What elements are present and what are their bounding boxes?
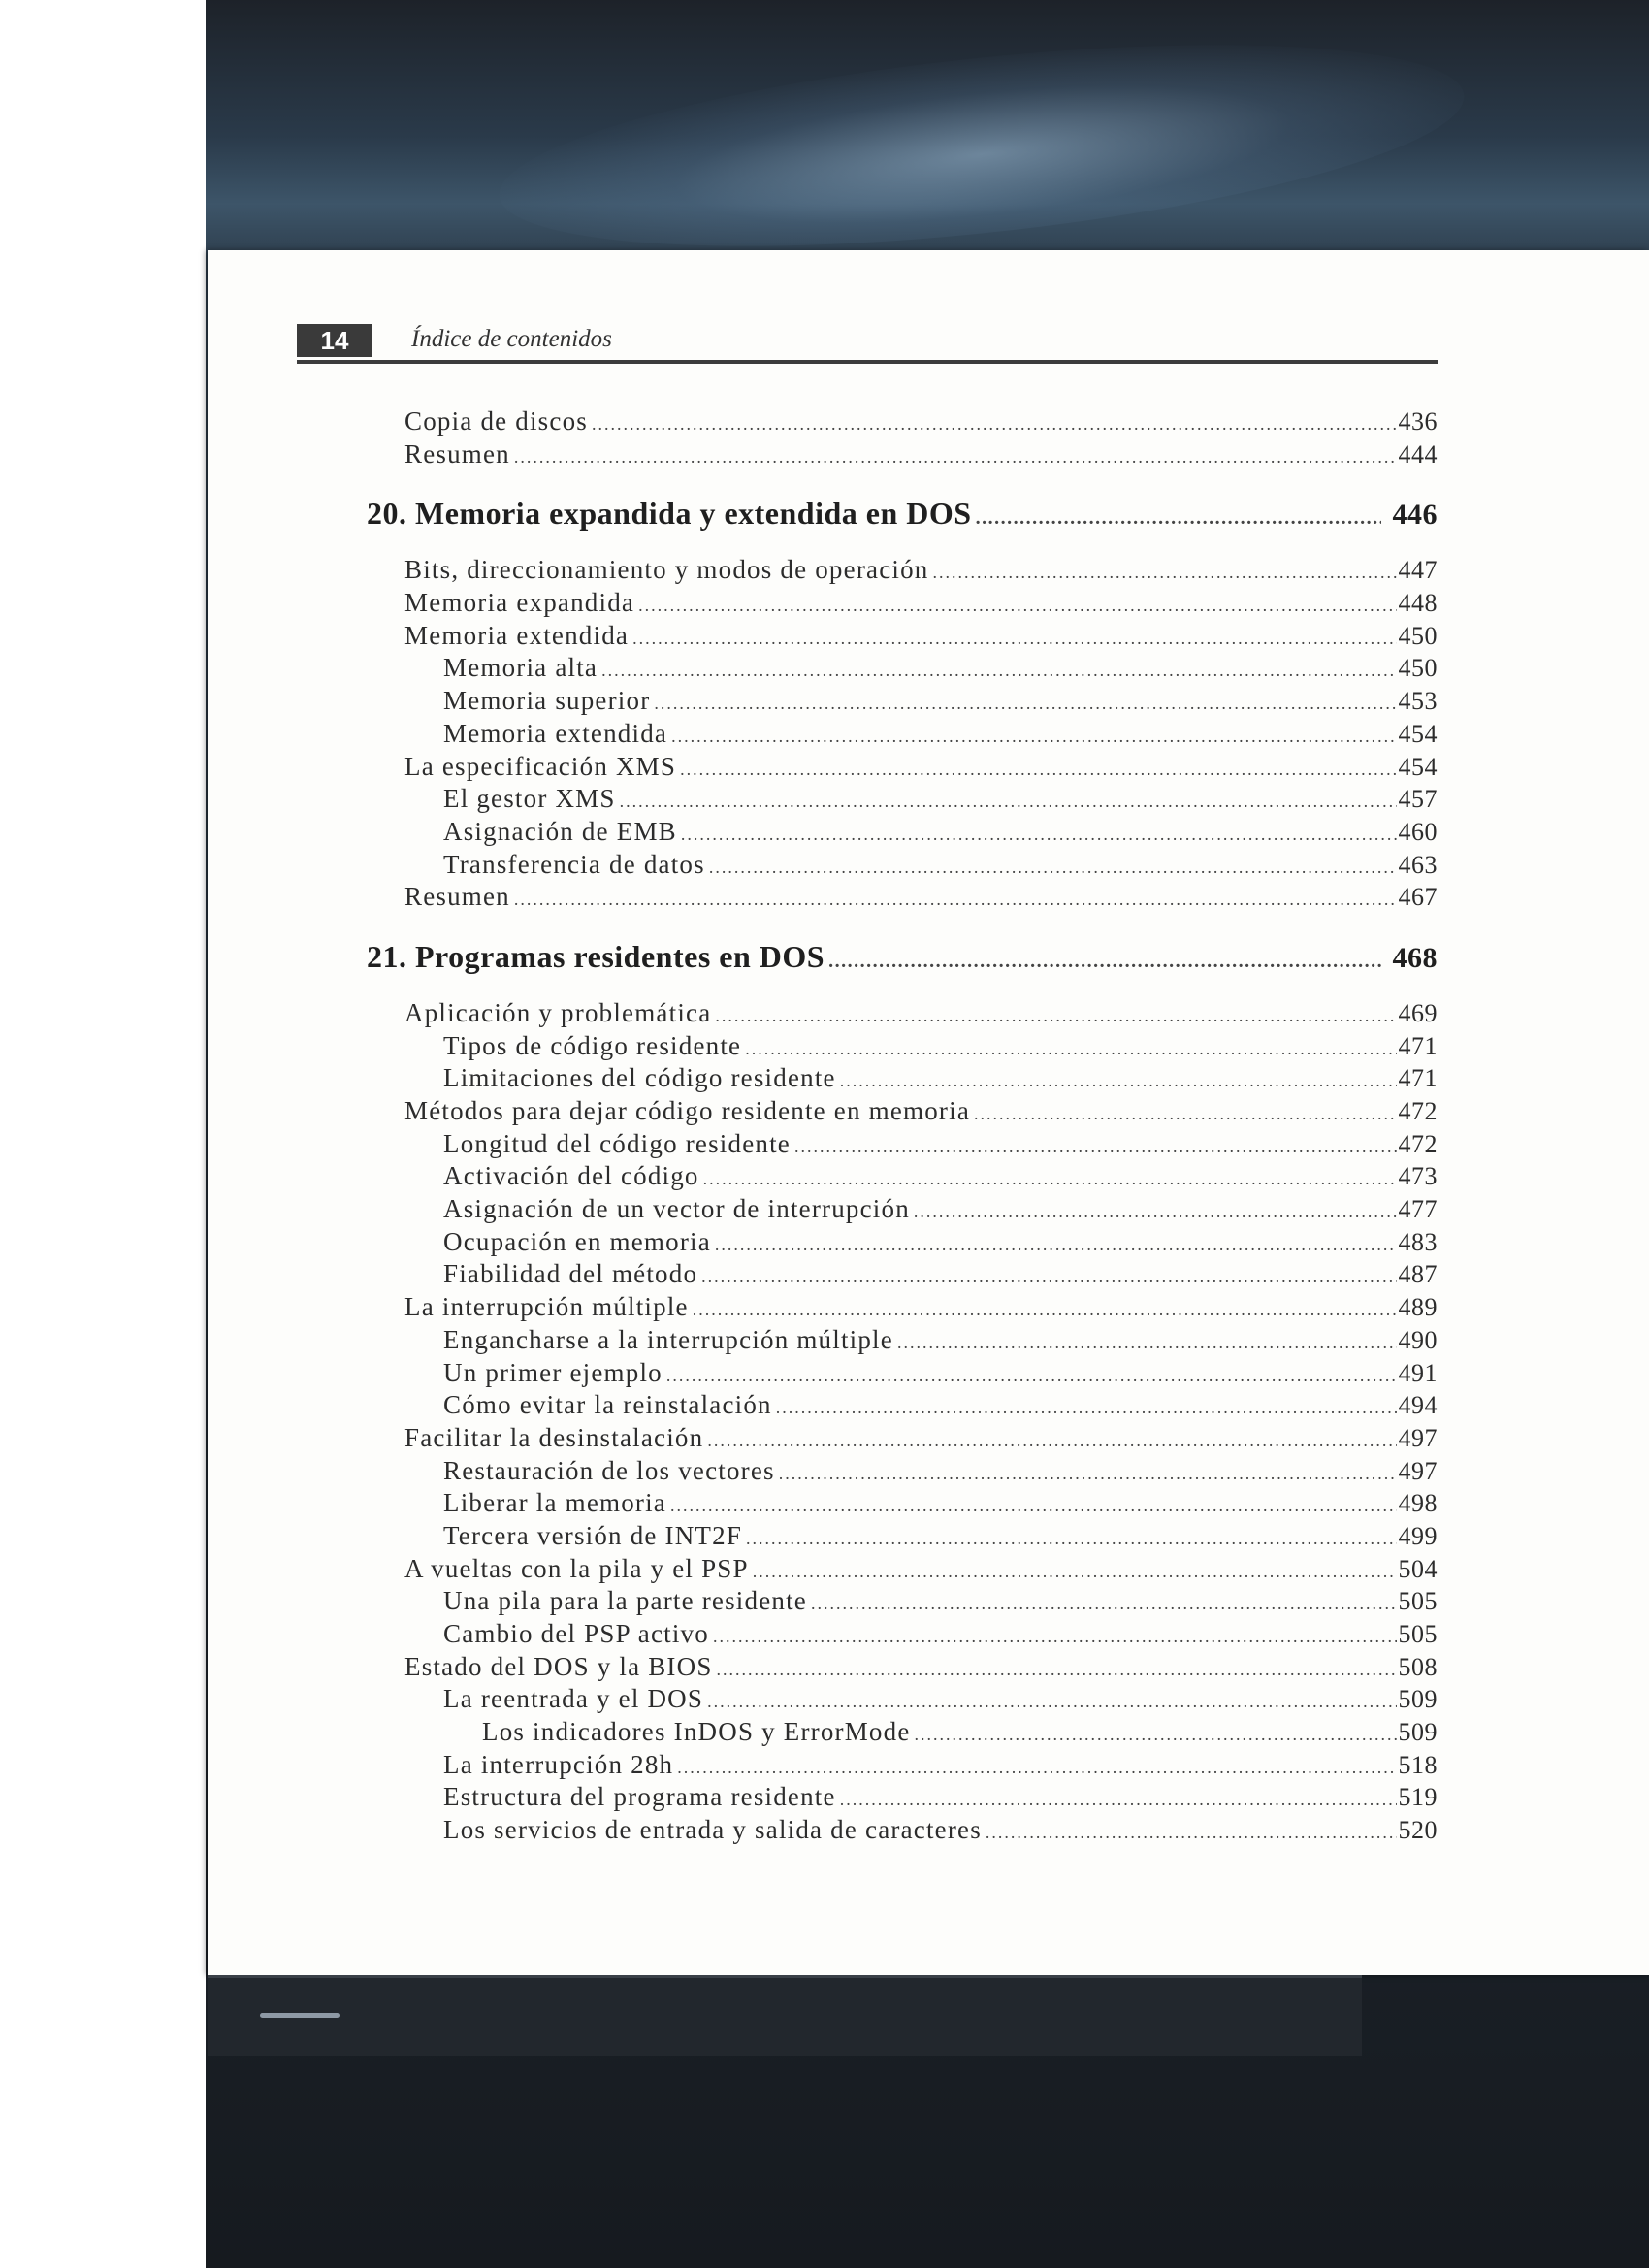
toc-entry-page: 489	[1398, 1293, 1438, 1322]
toc-entry-page: 490	[1398, 1325, 1438, 1354]
dot-leader	[707, 1686, 1396, 1719]
toc-entry	[359, 554, 1438, 587]
toc-entry	[359, 783, 1438, 816]
dot-leader	[915, 1719, 1397, 1752]
toc-entry	[359, 652, 1438, 685]
toc-entry-page: 446	[1392, 499, 1438, 532]
toc-entry-title: Aplicación y problemática	[404, 997, 712, 1027]
dot-leader	[707, 1425, 1396, 1458]
toc-entry-page: 504	[1398, 1554, 1438, 1583]
dot-leader	[794, 1131, 1397, 1164]
dot-leader	[976, 499, 1381, 537]
toc-entry-title: El gestor XMS	[443, 784, 616, 814]
dot-leader	[514, 884, 1397, 917]
toc-entry-title: La interrupción 28h	[443, 1749, 674, 1779]
running-title: Índice de contenidos	[411, 326, 612, 352]
toc-entry-page: 518	[1398, 1750, 1438, 1779]
toc-entry	[359, 1683, 1438, 1716]
toc-entry-page: 508	[1398, 1652, 1438, 1681]
toc-entry-page: 471	[1398, 1031, 1438, 1060]
toc-entry-title: Cambio del PSP activo	[443, 1619, 709, 1648]
dot-leader	[713, 1621, 1397, 1654]
toc-entry-title: Resumen	[404, 438, 510, 469]
dot-leader	[986, 1817, 1397, 1850]
toc-entry-title: Cómo evitar la reinstalación	[443, 1390, 772, 1420]
toc-entry-title: Asignación de un vector de interrupción	[443, 1194, 910, 1224]
dot-leader	[666, 1360, 1397, 1393]
toc-entry	[359, 685, 1438, 718]
toc-entry	[359, 438, 1438, 471]
toc-entry-page: 467	[1398, 883, 1438, 912]
dot-leader	[717, 1654, 1397, 1687]
toc-entry-page: 520	[1398, 1816, 1438, 1845]
toc-entry	[359, 1781, 1438, 1814]
toc-entry-page: 457	[1398, 785, 1438, 814]
dot-leader	[779, 1458, 1397, 1491]
toc-entry	[359, 881, 1438, 914]
toc-entry	[359, 718, 1438, 751]
dot-leader	[897, 1327, 1397, 1360]
toc-entry-page: 454	[1398, 752, 1438, 781]
toc-entry-page: 472	[1398, 1097, 1438, 1125]
toc-entry-title: Facilitar la desinstalación	[404, 1422, 704, 1452]
toc-entry	[359, 587, 1438, 620]
toc-entry-title: Métodos para dejar código residente en memoria	[404, 1096, 971, 1125]
toc-entry-title: La reentrada y el DOS	[443, 1684, 704, 1714]
toc-entry-page: 468	[1392, 941, 1438, 974]
toc-entry	[359, 1193, 1438, 1226]
toc-entry-page: 454	[1398, 719, 1438, 748]
toc-entry-title: Bits, direccionamiento y modos de operación	[404, 555, 929, 585]
toc-entry-page: 463	[1398, 850, 1438, 879]
toc-entry-title: Memoria extendida	[404, 620, 630, 650]
header-rule	[297, 360, 1438, 364]
toc-entry-title: Memoria expandida	[404, 588, 635, 618]
toc-entry-page: 450	[1398, 654, 1438, 683]
dot-leader	[753, 1556, 1397, 1589]
dot-leader	[701, 1261, 1396, 1294]
toc-entry-title: 21. Programas residentes en DOS	[367, 938, 825, 974]
dot-leader	[680, 754, 1396, 787]
toc-entry	[359, 1422, 1438, 1455]
dot-leader	[974, 1098, 1396, 1131]
toc-entry	[359, 1585, 1438, 1618]
toc-entry-title: A vueltas con la pila y el PSP	[404, 1553, 749, 1583]
toc-entry	[359, 1389, 1438, 1422]
dot-leader	[709, 852, 1397, 885]
toc-entry-page: 477	[1398, 1195, 1438, 1224]
dot-leader	[654, 688, 1396, 721]
toc-entry-page: 447	[1398, 556, 1438, 585]
dot-leader	[671, 721, 1396, 754]
toc-entry	[359, 1030, 1438, 1063]
toc-entry-title: Memoria alta	[443, 653, 598, 683]
dot-leader	[840, 1784, 1397, 1817]
toc-entry-title: Liberar la memoria	[443, 1488, 666, 1518]
toc-entry-title: Asignación de EMB	[443, 816, 677, 846]
dot-leader	[776, 1392, 1397, 1425]
toc-entry-page: 460	[1398, 817, 1438, 846]
toc-entry	[359, 1357, 1438, 1390]
toc-entry-page: 505	[1398, 1620, 1438, 1648]
toc-entry-title: Copia de discos	[404, 406, 588, 436]
book-bottom-edge	[208, 1975, 1362, 2056]
dot-leader	[677, 1752, 1396, 1785]
toc-entry-title: Los indicadores InDOS y ErrorMode	[482, 1717, 911, 1747]
toc-entry-title: Transferencia de datos	[443, 849, 705, 879]
toc-entry-page: 450	[1398, 621, 1438, 650]
toc-entry-title: Fiabilidad del método	[443, 1259, 698, 1289]
table-of-contents	[359, 405, 1438, 1847]
toc-entry-title: Estructura del programa residente	[443, 1782, 836, 1812]
toc-entry	[359, 1814, 1438, 1847]
toc-entry-title: 20. Memoria expandida y extendida en DOS	[367, 496, 972, 532]
dot-leader	[745, 1033, 1396, 1066]
toc-entry-page: 491	[1398, 1358, 1438, 1387]
toc-entry	[359, 816, 1438, 849]
cover-glare	[490, 8, 1472, 283]
toc-entry	[359, 1062, 1438, 1095]
dot-leader	[703, 1163, 1397, 1196]
toc-entry-title: Estado del DOS y la BIOS	[404, 1651, 713, 1681]
dot-leader	[514, 441, 1397, 474]
toc-entry	[359, 1520, 1438, 1553]
toc-entry-title: Ocupación en memoria	[443, 1226, 711, 1256]
toc-entry-page: 471	[1398, 1064, 1438, 1093]
dot-leader	[840, 1065, 1397, 1098]
toc-entry-page: 473	[1398, 1162, 1438, 1191]
dot-leader	[811, 1588, 1397, 1621]
dot-leader	[715, 1229, 1397, 1262]
toc-entry-page: 494	[1398, 1391, 1438, 1420]
dot-leader	[828, 942, 1380, 981]
dot-leader	[638, 590, 1396, 623]
toc-entry-title: Un primer ejemplo	[443, 1357, 663, 1387]
toc-entry	[359, 997, 1438, 1030]
toc-entry-title: Limitaciones del código residente	[443, 1063, 836, 1093]
toc-entry-title: Memoria extendida	[443, 718, 668, 748]
toc-chapter	[359, 494, 1438, 533]
toc-entry-title: Tercera versión de INT2F	[443, 1520, 743, 1550]
toc-entry	[359, 405, 1438, 438]
dot-leader	[932, 557, 1396, 590]
toc-entry-title: Los servicios de entrada y salida de caracteres	[443, 1815, 982, 1845]
toc-entry	[359, 1258, 1438, 1291]
toc-entry-title: La interrupción múltiple	[404, 1292, 689, 1322]
toc-entry-page: 499	[1398, 1521, 1438, 1550]
toc-entry-page: 487	[1398, 1260, 1438, 1289]
toc-entry-page: 448	[1398, 589, 1438, 618]
toc-entry	[359, 751, 1438, 784]
dot-leader	[746, 1523, 1396, 1556]
toc-entry-page: 509	[1398, 1718, 1438, 1747]
toc-entry-title: Memoria superior	[443, 686, 651, 716]
toc-entry-page: 497	[1398, 1456, 1438, 1485]
dot-leader	[693, 1294, 1397, 1327]
dot-leader	[601, 655, 1396, 688]
toc-entry-page: 469	[1398, 998, 1438, 1027]
toc-entry	[359, 1095, 1438, 1128]
toc-entry	[359, 1226, 1438, 1259]
toc-entry	[359, 1291, 1438, 1324]
toc-entry	[359, 1128, 1438, 1161]
dot-leader	[681, 819, 1397, 852]
toc-entry-page: 436	[1398, 407, 1438, 436]
toc-entry-page: 497	[1398, 1423, 1438, 1452]
dot-leader	[670, 1490, 1397, 1523]
toc-entry-page: 498	[1398, 1489, 1438, 1518]
toc-entry	[359, 1716, 1438, 1749]
toc-entry-title: Engancharse a la interrupción múltiple	[443, 1324, 893, 1354]
toc-entry-page: 505	[1398, 1587, 1438, 1616]
toc-entry-title: Activación del código	[443, 1161, 699, 1191]
toc-entry	[359, 1455, 1438, 1488]
toc-entry-title: Una pila para la parte residente	[443, 1586, 807, 1616]
dot-leader	[620, 786, 1397, 819]
toc-entry	[359, 1749, 1438, 1782]
toc-entry-title: Resumen	[404, 882, 510, 912]
toc-entry	[359, 1651, 1438, 1684]
toc-entry-title: Longitud del código residente	[443, 1128, 791, 1158]
toc-entry-title: Tipos de código residente	[443, 1030, 742, 1060]
toc-entry-page: 472	[1398, 1129, 1438, 1158]
toc-entry	[359, 620, 1438, 653]
toc-entry	[359, 1160, 1438, 1193]
dot-leader	[914, 1196, 1397, 1229]
toc-entry-title: La especificación XMS	[404, 751, 677, 781]
toc-entry	[359, 1487, 1438, 1520]
dot-leader	[592, 408, 1397, 441]
toc-entry-page: 509	[1398, 1685, 1438, 1714]
toc-entry-page: 453	[1398, 687, 1438, 716]
toc-entry-title: Restauración de los vectores	[443, 1455, 775, 1485]
toc-entry-page: 519	[1398, 1783, 1438, 1812]
toc-entry	[359, 1553, 1438, 1586]
edge-mark	[260, 2013, 340, 2018]
toc-entry	[359, 849, 1438, 882]
page-number: 14	[297, 324, 372, 357]
dot-leader	[632, 623, 1396, 656]
toc-entry-page: 483	[1398, 1227, 1438, 1256]
toc-entry	[359, 1324, 1438, 1357]
toc-entry	[359, 1618, 1438, 1651]
dot-leader	[715, 1000, 1396, 1033]
toc-chapter	[359, 937, 1438, 976]
toc-entry-page: 444	[1398, 439, 1438, 469]
